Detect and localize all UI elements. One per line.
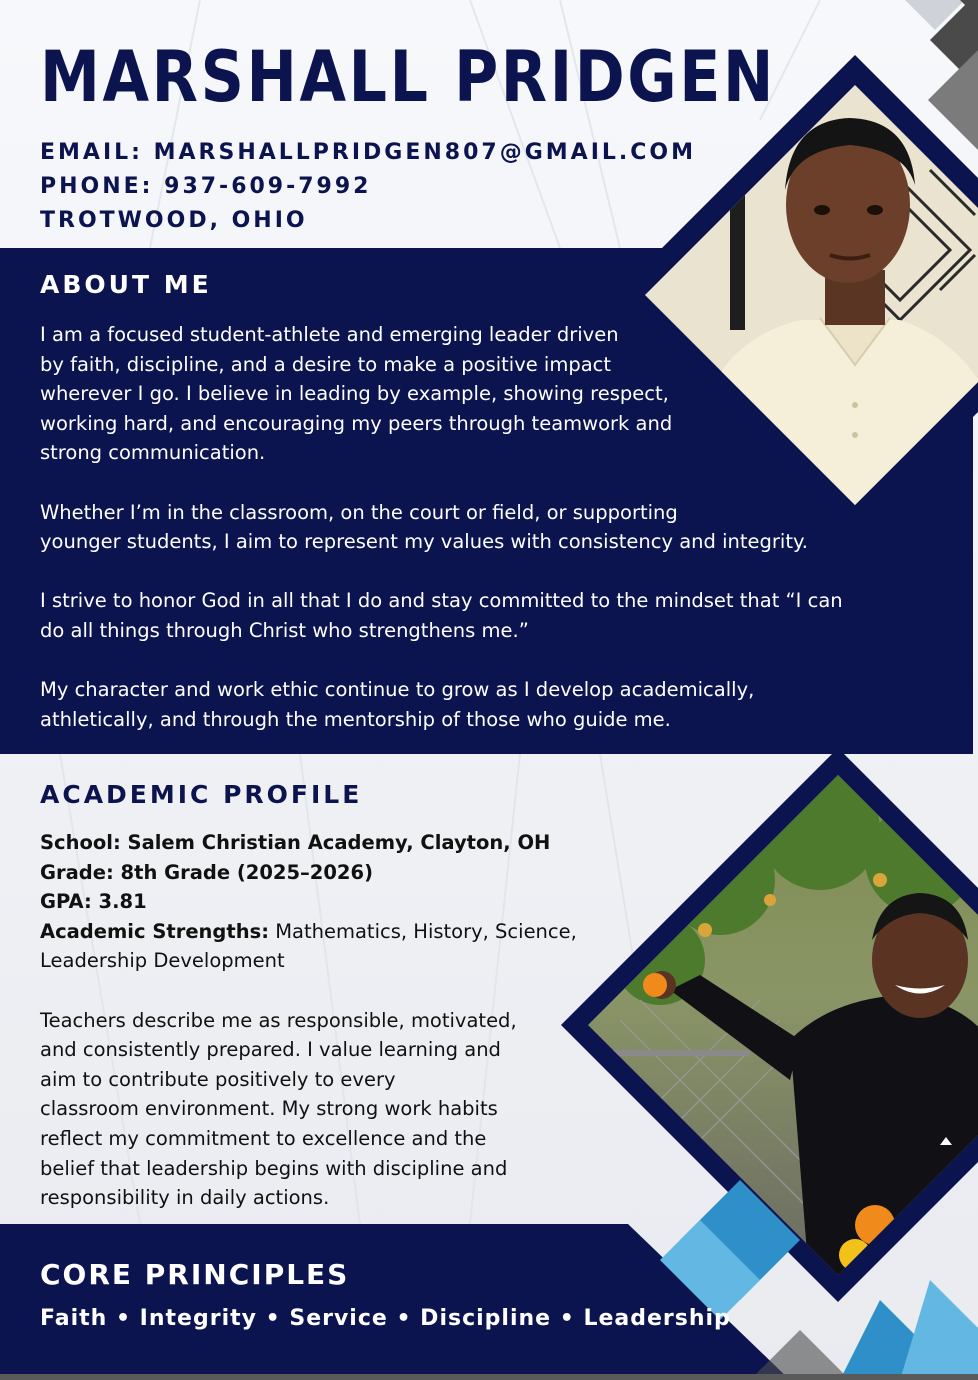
strengths-line-2: Leadership Development: [40, 949, 285, 973]
grade-line: [40, 858, 640, 888]
academic-profile-heading: ACADEMIC PROFILE: [40, 780, 363, 809]
academic-description-line: and consistently prepared. I value learning and: [40, 1038, 501, 1062]
about-paragraph: [40, 586, 940, 645]
grade-text: Grade: 8th Grade (2025–2026): [40, 860, 373, 884]
about-line: wherever I go. I believe in leading by example, showing respect,: [40, 382, 669, 406]
about-line: do all things through Christ who strengthens me.”: [40, 618, 529, 642]
about-line: by faith, discipline, and a desire to make a positive impact: [40, 352, 612, 376]
academic-description-line: belief that leadership begins with discipline and: [40, 1156, 508, 1180]
about-me-heading: ABOUT ME: [40, 270, 212, 299]
about-paragraph: [40, 675, 940, 734]
about-line: working hard, and encouraging my peers through teamwork and: [40, 411, 673, 435]
core-principles-heading: CORE PRINCIPLES: [40, 1258, 350, 1291]
candidate-name: MARSHALL PRIDGEN: [40, 36, 776, 118]
academic-description-line: Teachers describe me as responsible, motivated,: [40, 1008, 517, 1032]
school-text: School: Salem Christian Academy, Clayton, OH: [40, 831, 551, 854]
page-bottom-edge: [0, 1374, 978, 1380]
core-principles-list: Faith • Integrity • Service • Discipline • Leadership: [40, 1306, 731, 1331]
academic-profile-text: [40, 828, 640, 1213]
strengths-label: Academic Strengths:: [40, 919, 270, 943]
about-line: I am a focused student-athlete and emerging leader driven: [40, 323, 619, 346]
strengths-value: Mathematics, History, Science,: [269, 919, 577, 943]
about-line: strong communication.: [40, 441, 266, 465]
academic-description-line: responsibility in daily actions.: [40, 1186, 330, 1210]
paragraph-gap: [40, 976, 640, 1006]
about-line: athletically, and through the mentorship of those who guide me.: [40, 707, 671, 731]
academic-description-line: aim to contribute positively to every: [40, 1067, 396, 1091]
gpa-line: [40, 887, 640, 917]
academic-description-line: reflect my commitment to excellence and the: [40, 1126, 487, 1150]
about-me-text: [40, 320, 940, 764]
school-line: [40, 828, 640, 858]
about-paragraph: [40, 498, 940, 557]
phone-line: PHONE: 937-609-7992: [40, 174, 372, 199]
about-line: Whether I’m in the classroom, on the court or field, or supporting: [40, 500, 678, 524]
about-line: I strive to honor God in all that I do and stay committed to the mindset that “I can: [40, 589, 843, 613]
about-line: younger students, I aim to represent my values with consistency and integrity.: [40, 530, 808, 554]
about-paragraph: [40, 320, 940, 468]
strengths-line: [40, 917, 640, 947]
about-line: My character and work ethic continue to grow as I develop academically,: [40, 678, 755, 702]
email-line: EMAIL: MARSHALLPRIDGEN807@GMAIL.COM: [40, 140, 696, 165]
gpa-text: GPA: 3.81: [40, 890, 147, 914]
academic-description-line: classroom environment. My strong work habits: [40, 1097, 498, 1121]
location-line: TROTWOOD, OHIO: [40, 208, 308, 233]
